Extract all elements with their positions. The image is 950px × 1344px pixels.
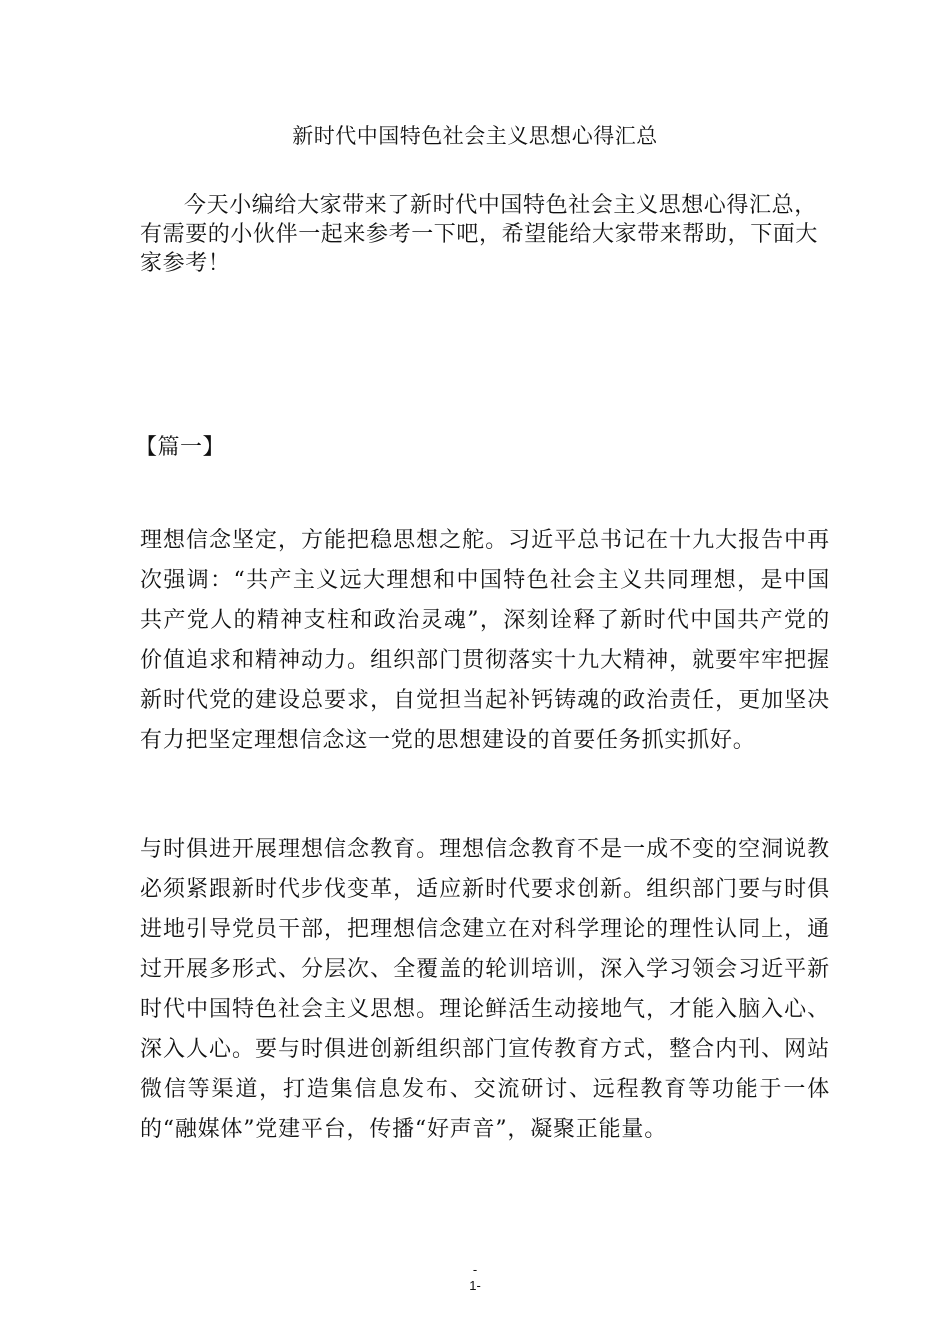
body-paragraph: 理想信念坚定，方能把稳思想之舵。习近平总书记在十九大报告中再次强调：“共产主义远大理想和中国特色社会主义共同理想，是中国共产党人的精神支柱和政治灵魂”，深刻诠释了新时代中国共产党的价值追求和精神动力。组织部门贯彻落实十九大精神，就要牢牢把握新时代党的建设总要求，自觉担当起补钙铸魂的政治责任，更加坚决有力把坚定理想信念这一党的思想建设的首要任务抓实抓好。 xyxy=(140,528,830,753)
document-title: 新时代中国特色社会主义思想心得汇总 xyxy=(292,124,658,148)
section-heading: 【篇一】 xyxy=(135,435,226,460)
body-paragraph: 与时俱进开展理想信念教育。理想信念教育不是一成不变的空洞说教必须紧跟新时代步伐变革，适应新时代要求创新。组织部门要与时俱进地引导党员干部，把理想信念建立在对科学理论的理性认同上，通过开展多形式、分层次、全覆盖的轮训培训，深入学习领会习近平新时代中国特色社会主义思想。理论鲜活生动接地气，才能入脑入心、深入人心。要与时俱进创新组织部门宣传教育方式，整合内刊、网站微信等渠道，打造集信息发布、交流研讨、远程教育等功能于一体的“融媒体”党建平台，传播“好声音”，凝聚正能量。 xyxy=(140,837,830,1142)
intro-paragraph: 今天小编给大家带来了新时代中国特色社会主义思想心得汇总，有需要的小伙伴一起来参考一下吧，希望能给大家带来帮助，下面大家参考！ xyxy=(140,193,819,276)
page-number-value: 1- xyxy=(469,1278,481,1293)
page-number xyxy=(0,1262,950,1294)
page-number-dash: - xyxy=(472,1262,478,1277)
